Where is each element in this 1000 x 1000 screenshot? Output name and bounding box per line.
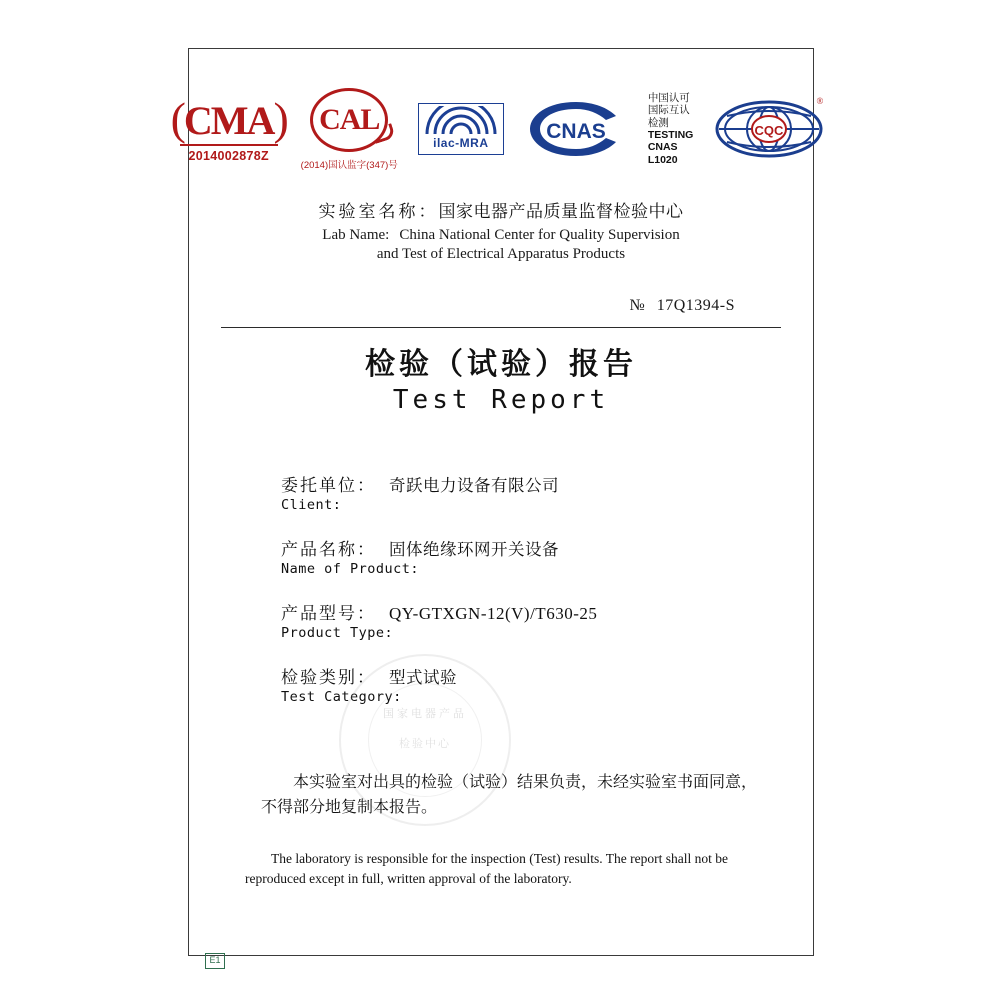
svg-text:CQC: CQC xyxy=(754,123,784,138)
cnas-text-line2: 国际互认 xyxy=(647,104,690,117)
field-product-type-value: QY-GTXGN-12(V)/T630-25 xyxy=(389,604,598,623)
ilac-arcs-icon xyxy=(421,106,501,136)
field-test-category-cn-line xyxy=(281,663,763,688)
lab-name-cn-label: 实验室名称： xyxy=(318,202,439,221)
accreditation-logo-row xyxy=(170,87,824,171)
field-test-category-value: 型式试验 xyxy=(389,668,457,687)
report-number-row xyxy=(189,297,813,315)
report-page xyxy=(170,48,824,965)
cma-mark-icon: (CMA) xyxy=(170,92,287,144)
lab-name-en-value-line1: China National Center for Quality Supervision xyxy=(399,227,680,243)
ilac-mra-logo xyxy=(418,103,504,155)
cal-code-label: (2014)国认监字(347)号 xyxy=(300,159,398,171)
fields-block xyxy=(281,471,763,727)
cal-mark-label: CAL xyxy=(319,102,380,136)
cnas-swoosh-icon xyxy=(524,98,628,160)
cal-logo xyxy=(301,88,398,171)
footer-mark: E1 xyxy=(205,953,225,969)
field-client-cn-line xyxy=(281,471,763,496)
notice-cn: 本实验室对出具的检验（试验）结果负责，未经实验室书面同意，不得部分地复制本报告。 xyxy=(261,774,758,816)
lab-name-en-line1 xyxy=(189,227,813,244)
cnas-text-line1: 中国认可 xyxy=(647,91,690,104)
registered-trademark-icon: ® xyxy=(816,96,824,106)
field-product-name-cn-line xyxy=(281,535,763,560)
cma-logo xyxy=(170,92,287,163)
field-client-cn-label: 委托单位： xyxy=(281,476,376,495)
ilac-box xyxy=(418,103,504,155)
cnas-text-line4: TESTING xyxy=(647,129,694,141)
field-product-name-en-label: Name of Product: xyxy=(281,561,420,577)
seal-text-line1: 国家电器产品 xyxy=(383,708,467,721)
field-client xyxy=(281,471,763,513)
lab-name-en-label: Lab Name: xyxy=(322,227,390,243)
notice-en: The laboratory is responsible for the inspection (Test) results. The report shall not be reproduced except in full, written approval of the laboratory. xyxy=(245,851,728,887)
report-number-value: 17Q1394-S xyxy=(656,297,735,314)
field-test-category-cn-label: 检验类别： xyxy=(281,668,376,687)
cal-ring-icon xyxy=(310,88,388,152)
lab-name-en-value-line2: and Test of Electrical Apparatus Products xyxy=(376,246,626,262)
ilac-mra-label: ilac-MRA xyxy=(433,136,489,150)
field-product-name-value: 固体绝缘环网开关设备 xyxy=(389,540,559,559)
field-test-category xyxy=(281,663,763,705)
field-client-en-label: Client: xyxy=(281,497,342,513)
field-product-type-en-label: Product Type: xyxy=(281,625,394,641)
field-product-name-cn-label: 产品名称： xyxy=(281,540,376,559)
cnas-accreditation-text xyxy=(648,92,694,166)
cnas-text-line5: CNAS L1020 xyxy=(647,141,678,166)
cma-underline xyxy=(180,144,278,146)
field-product-type-cn-line xyxy=(281,599,763,624)
cma-code-label: 2014002878Z xyxy=(188,148,269,163)
field-product-type xyxy=(281,599,763,641)
lab-name-cn-value: 国家电器产品质量监督检验中心 xyxy=(438,202,684,221)
seal-text-line2: 检验中心 xyxy=(399,738,451,751)
globe-icon xyxy=(713,98,825,160)
lab-name-block xyxy=(189,197,813,263)
header-divider xyxy=(221,327,781,328)
cma-mark-label: CMA xyxy=(183,97,274,143)
cqc-globe-logo xyxy=(713,98,825,160)
field-test-category-en-label: Test Category: xyxy=(281,689,402,705)
lab-name-cn-line xyxy=(189,197,813,222)
field-product-name xyxy=(281,535,763,577)
field-client-value: 奇跃电力设备有限公司 xyxy=(389,476,559,495)
cnas-text-line3: 检测 xyxy=(647,116,669,129)
report-number-prefix: № xyxy=(629,297,645,314)
page-title-en: Test Report xyxy=(392,385,610,415)
cnas-logo xyxy=(524,98,628,160)
svg-text:CNAS: CNAS xyxy=(546,120,606,143)
field-product-type-cn-label: 产品型号： xyxy=(281,604,376,623)
page-title-cn: 检验（试验）报告 xyxy=(365,348,637,381)
